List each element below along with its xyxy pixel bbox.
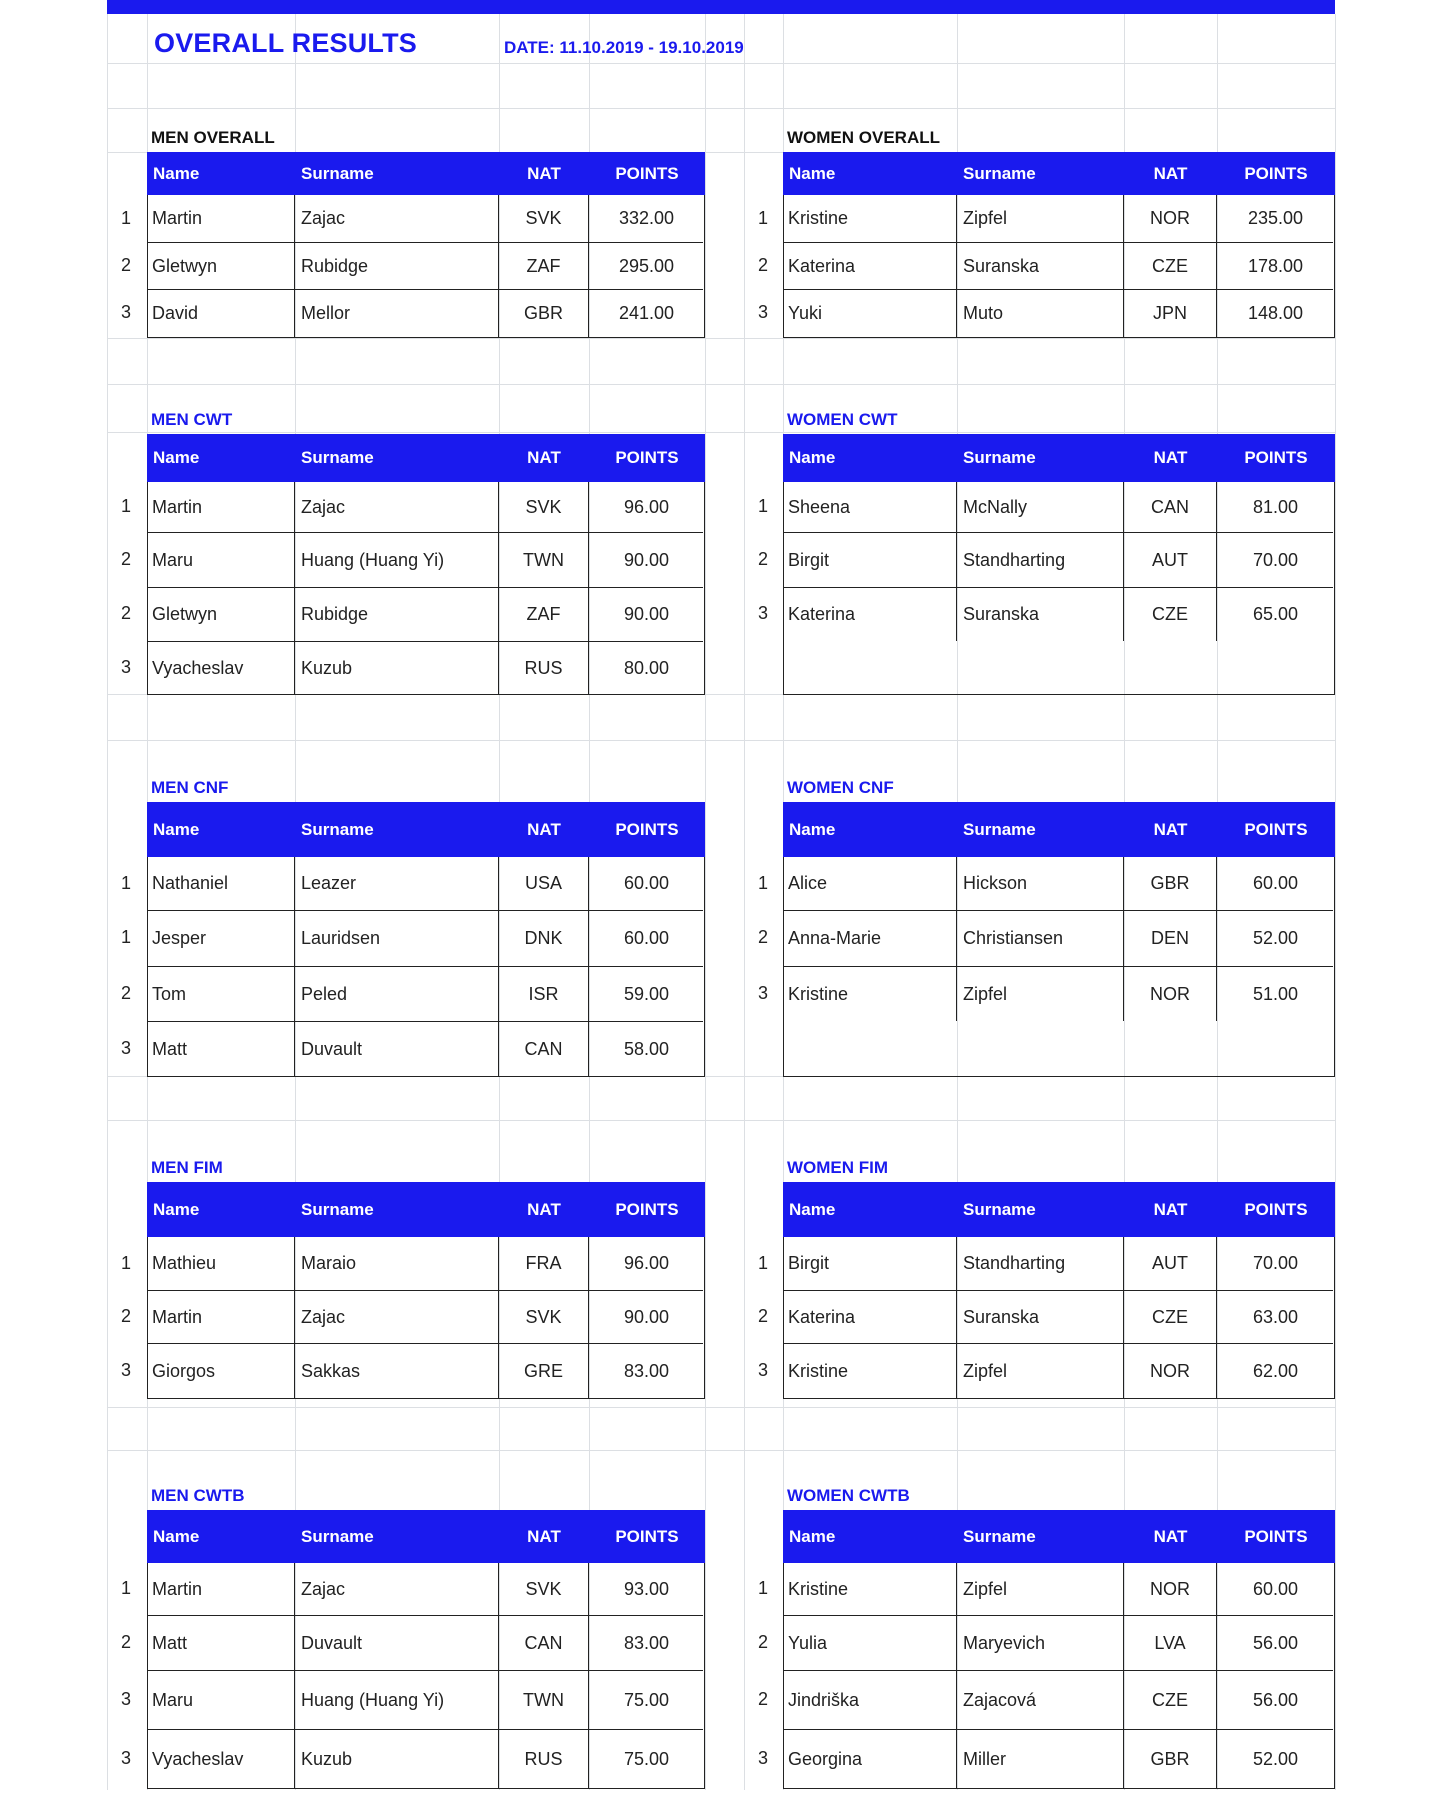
column-header-surname: Surname: [301, 1199, 374, 1219]
athlete-surname: Leazer: [294, 857, 498, 910]
athlete-surname: Zajac: [294, 1291, 498, 1343]
athlete-nat: GBR: [1123, 1730, 1216, 1788]
athlete-name: Kristine: [788, 983, 849, 1004]
athlete-points: 235.00: [1216, 195, 1334, 242]
athlete-surname: Maraio: [294, 1237, 498, 1290]
athlete-points: 56.00: [1216, 1671, 1334, 1729]
table-body: [783, 857, 1335, 1077]
column-header-nat: NAT: [527, 163, 561, 183]
rank-number: 3: [120, 302, 131, 322]
athlete-points: 62.00: [1216, 1344, 1334, 1398]
section-title: WOMEN OVERALL: [787, 128, 940, 147]
column-header-nat: NAT: [1153, 819, 1188, 839]
section-title: MEN CWTB: [151, 1486, 245, 1505]
column-header-nat: NAT: [527, 448, 561, 467]
athlete-nat: RUS: [498, 1730, 588, 1788]
table-row: [148, 289, 703, 337]
table-row: [784, 587, 1333, 641]
table-row: [784, 1237, 1333, 1290]
table-row: [148, 857, 703, 910]
athlete-surname: Duvault: [294, 1022, 498, 1076]
athlete-nat: CZE: [1123, 243, 1216, 289]
athlete-surname: Maryevich: [956, 1616, 1123, 1670]
column-header-surname: Surname: [963, 448, 1036, 467]
athlete-points: 56.00: [1216, 1616, 1334, 1670]
rank-number: 2: [757, 1688, 768, 1709]
athlete-name: Yulia: [788, 1632, 828, 1653]
athlete-surname: Mellor: [294, 290, 498, 337]
rank-number: 2: [757, 1305, 768, 1326]
athlete-surname: Suranska: [956, 588, 1123, 641]
results-sheet: [107, 0, 1335, 1790]
athlete-surname: Kuzub: [294, 642, 498, 694]
athlete-nat: TWN: [498, 533, 588, 587]
table-header: [783, 802, 1335, 857]
athlete-name: Katerina: [788, 255, 856, 276]
column-header-points: POINTS: [615, 448, 679, 467]
athlete-nat: ZAF: [498, 588, 588, 641]
table-row: [148, 910, 703, 966]
athlete-name: Mathieu: [152, 1253, 217, 1273]
table-row: [784, 1563, 1333, 1615]
athlete-points: 83.00: [588, 1616, 704, 1670]
athlete-surname: Zipfel: [956, 967, 1123, 1021]
athlete-nat: AUT: [1123, 1237, 1216, 1290]
athlete-points: 60.00: [1216, 1563, 1334, 1615]
athlete-name: Sheena: [788, 496, 851, 517]
athlete-points: 90.00: [588, 533, 704, 587]
athlete-points: 60.00: [1216, 857, 1334, 910]
table-body: [783, 482, 1335, 695]
athlete-name: Vyacheslav: [152, 657, 244, 678]
section-title: WOMEN CWT: [787, 410, 898, 429]
column-header-name: Name: [789, 448, 836, 467]
column-header-name: Name: [789, 163, 836, 183]
athlete-nat: NOR: [1123, 967, 1216, 1021]
section-title: MEN OVERALL: [151, 128, 275, 147]
athlete-points: 70.00: [1216, 533, 1334, 587]
table-row: [784, 532, 1333, 587]
rank-number: 3: [757, 982, 768, 1003]
athlete-name: Martin: [152, 208, 203, 228]
athlete-points: 83.00: [588, 1344, 704, 1398]
rank-number: 2: [120, 548, 131, 569]
table-row: [148, 1021, 703, 1076]
athlete-nat: GBR: [1123, 857, 1216, 910]
athlete-surname: Standharting: [956, 1237, 1123, 1290]
rank-number: 3: [120, 656, 131, 677]
athlete-name: David: [152, 303, 199, 323]
athlete-nat: CAN: [498, 1616, 588, 1670]
column-header-name: Name: [153, 448, 200, 467]
column-header-points: POINTS: [615, 1199, 679, 1219]
athlete-points: 241.00: [588, 290, 704, 337]
table-row: [148, 242, 703, 289]
athlete-surname: Suranska: [956, 243, 1123, 289]
athlete-name: Nathaniel: [152, 873, 229, 893]
column-header-name: Name: [789, 1526, 836, 1546]
athlete-surname: Zajac: [294, 482, 498, 532]
athlete-nat: SVK: [498, 482, 588, 532]
rank-number: 3: [120, 1747, 131, 1768]
athlete-nat: SVK: [498, 1563, 588, 1615]
athlete-nat: NOR: [1123, 195, 1216, 242]
athlete-name: Maru: [152, 1689, 194, 1710]
table-body: [147, 1237, 705, 1399]
athlete-name: Anna-Marie: [788, 928, 882, 948]
athlete-name: Birgit: [788, 1253, 830, 1273]
athlete-nat: TWN: [498, 1671, 588, 1729]
rank-number: 2: [757, 548, 768, 569]
athlete-name: Vyacheslav: [152, 1748, 244, 1769]
table-row: [148, 1670, 703, 1729]
athlete-surname: Rubidge: [294, 243, 498, 289]
rank-number: 2: [120, 1631, 131, 1652]
table-header: [147, 1182, 705, 1237]
table-body: [783, 195, 1335, 338]
athlete-surname: Zipfel: [956, 195, 1123, 242]
athlete-points: 178.00: [1216, 243, 1334, 289]
athlete-nat: GBR: [498, 290, 588, 337]
athlete-surname: Suranska: [956, 1291, 1123, 1343]
table-body: [783, 1237, 1335, 1399]
top-accent-bar: [107, 0, 1335, 14]
rank-number: 1: [120, 927, 131, 947]
rank-number: 3: [120, 1688, 131, 1709]
table-row: [148, 1563, 703, 1615]
rank-number: 3: [757, 1747, 768, 1768]
athlete-points: 63.00: [1216, 1291, 1334, 1343]
rank-number: 2: [120, 254, 131, 275]
section-title: MEN FIM: [151, 1158, 223, 1177]
athlete-points: 80.00: [588, 642, 704, 694]
table-body: [147, 482, 705, 695]
table-row: [148, 1729, 703, 1788]
rank-number: 1: [757, 1252, 768, 1273]
athlete-nat: LVA: [1123, 1616, 1216, 1670]
rank-number: 1: [757, 496, 768, 516]
athlete-points: 96.00: [588, 1237, 704, 1290]
athlete-nat: DNK: [498, 911, 588, 966]
athlete-surname: Duvault: [294, 1616, 498, 1670]
table-row: [148, 1290, 703, 1343]
column-header-nat: NAT: [1153, 1199, 1188, 1219]
athlete-name: Katerina: [788, 1306, 856, 1327]
rank-number: 2: [757, 254, 768, 275]
athlete-nat: FRA: [498, 1237, 588, 1290]
table-row: [148, 1343, 703, 1398]
column-header-surname: Surname: [301, 163, 374, 183]
column-header-name: Name: [789, 819, 836, 839]
athlete-surname: Christiansen: [956, 911, 1123, 966]
athlete-surname: McNally: [956, 482, 1123, 532]
table-row: [784, 1290, 1333, 1343]
athlete-points: 75.00: [588, 1730, 704, 1788]
athlete-nat: USA: [498, 857, 588, 910]
section-title: MEN CNF: [151, 778, 229, 797]
athlete-surname: Hickson: [956, 857, 1123, 910]
athlete-surname: Sakkas: [294, 1344, 498, 1398]
column-header-points: POINTS: [615, 819, 679, 839]
column-header-points: POINTS: [615, 163, 679, 183]
athlete-nat: CZE: [1123, 588, 1216, 641]
table-header: [783, 152, 1335, 195]
column-header-name: Name: [153, 163, 200, 183]
column-header-nat: NAT: [527, 819, 561, 839]
column-header-points: POINTS: [615, 1526, 679, 1546]
athlete-name: Matt: [152, 1038, 188, 1059]
athlete-surname: Zipfel: [956, 1563, 1123, 1615]
athlete-surname: Standharting: [956, 533, 1123, 587]
athlete-name: Giorgos: [152, 1360, 216, 1381]
athlete-name: Maru: [152, 549, 194, 570]
table-row: [148, 641, 703, 694]
athlete-points: 59.00: [588, 967, 704, 1021]
table-body: [147, 857, 705, 1077]
table-header: [147, 152, 705, 195]
athlete-name: Kristine: [788, 1578, 849, 1599]
table-body: [783, 1563, 1335, 1789]
athlete-nat: ISR: [498, 967, 588, 1021]
column-header-name: Name: [789, 1199, 836, 1219]
table-header: [147, 802, 705, 857]
table-row: [784, 289, 1333, 337]
rank-number: 1: [120, 872, 131, 893]
table-header: [783, 1510, 1335, 1563]
athlete-name: Martin: [152, 1578, 203, 1599]
athlete-points: 90.00: [588, 1291, 704, 1343]
table-row: [784, 966, 1333, 1021]
rank-number: 3: [757, 1359, 768, 1380]
athlete-name: Kristine: [788, 1360, 849, 1381]
rank-number: 2: [120, 1305, 131, 1326]
rank-number: 2: [120, 982, 131, 1003]
athlete-surname: Zajac: [294, 195, 498, 242]
athlete-points: 90.00: [588, 588, 704, 641]
athlete-surname: Huang (Huang Yi): [294, 1671, 498, 1729]
rank-number: 3: [120, 1037, 131, 1058]
athlete-points: 332.00: [588, 195, 704, 242]
column-header-points: POINTS: [1244, 163, 1308, 183]
section-title: WOMEN FIM: [787, 1158, 889, 1177]
athlete-nat: SVK: [498, 195, 588, 242]
column-header-nat: NAT: [1153, 163, 1188, 183]
athlete-points: 51.00: [1216, 967, 1334, 1021]
athlete-surname: Rubidge: [294, 588, 498, 641]
athlete-name: Georgina: [788, 1748, 863, 1769]
athlete-points: 93.00: [588, 1563, 704, 1615]
athlete-surname: Zajac: [294, 1563, 498, 1615]
athlete-name: Gletwyn: [152, 604, 218, 624]
page-title: OVERALL RESULTS: [154, 28, 418, 58]
rank-number: 1: [120, 207, 131, 228]
column-header-surname: Surname: [963, 1526, 1036, 1546]
column-header-points: POINTS: [1244, 819, 1308, 839]
table-header: [147, 434, 705, 482]
table-row: [784, 195, 1333, 242]
athlete-nat: CAN: [498, 1022, 588, 1076]
athlete-name: Birgit: [788, 549, 830, 570]
column-header-surname: Surname: [301, 1526, 374, 1546]
column-header-surname: Surname: [963, 1199, 1036, 1219]
table-row: [148, 1237, 703, 1290]
athlete-points: 52.00: [1216, 1730, 1334, 1788]
rank-number: 1: [120, 496, 131, 516]
athlete-name: Katerina: [788, 604, 856, 624]
athlete-name: Gletwyn: [152, 255, 218, 276]
column-header-surname: Surname: [963, 163, 1036, 183]
athlete-points: 75.00: [588, 1671, 704, 1729]
rank-number: 3: [757, 603, 768, 623]
table-header: [783, 434, 1335, 482]
athlete-points: 295.00: [588, 243, 704, 289]
column-header-nat: NAT: [1153, 448, 1188, 467]
table-row: [148, 482, 703, 532]
rank-number: 2: [120, 603, 131, 623]
athlete-points: 96.00: [588, 482, 704, 532]
section-title: MEN CWT: [151, 410, 233, 429]
athlete-nat: RUS: [498, 642, 588, 694]
section-title: WOMEN CWTB: [787, 1486, 910, 1505]
rank-number: 1: [757, 1578, 768, 1598]
athlete-name: Matt: [152, 1632, 188, 1653]
table-header: [147, 1510, 705, 1563]
table-row: [784, 242, 1333, 289]
section-title: WOMEN CNF: [787, 778, 894, 797]
athlete-nat: SVK: [498, 1291, 588, 1343]
column-header-nat: NAT: [527, 1526, 561, 1546]
table-row: [784, 482, 1333, 532]
athlete-points: 148.00: [1216, 290, 1334, 337]
table-body: [147, 1563, 705, 1789]
athlete-nat: GRE: [498, 1344, 588, 1398]
rank-number: 3: [757, 302, 768, 322]
table-row: [784, 1615, 1333, 1670]
column-header-points: POINTS: [1244, 448, 1308, 467]
athlete-surname: Muto: [956, 290, 1123, 337]
athlete-name: Jesper: [152, 928, 207, 948]
athlete-points: 58.00: [588, 1022, 704, 1076]
athlete-name: Tom: [152, 983, 187, 1004]
column-header-name: Name: [153, 819, 200, 839]
rank-number: 1: [757, 872, 768, 893]
column-header-surname: Surname: [301, 448, 374, 467]
athlete-surname: Huang (Huang Yi): [294, 533, 498, 587]
athlete-surname: Zipfel: [956, 1344, 1123, 1398]
athlete-points: 60.00: [588, 911, 704, 966]
athlete-name: Alice: [788, 873, 828, 893]
column-header-points: POINTS: [1244, 1199, 1308, 1219]
athlete-nat: CZE: [1123, 1671, 1216, 1729]
column-header-nat: NAT: [527, 1199, 561, 1219]
table-row: [784, 1729, 1333, 1788]
rank-number: 3: [120, 1359, 131, 1380]
athlete-nat: CZE: [1123, 1291, 1216, 1343]
athlete-name: Jindriška: [788, 1689, 860, 1710]
athlete-nat: DEN: [1123, 911, 1216, 966]
athlete-nat: NOR: [1123, 1563, 1216, 1615]
table-body: [147, 195, 705, 338]
rank-number: 1: [120, 1578, 131, 1598]
athlete-points: 81.00: [1216, 482, 1334, 532]
table-row: [784, 857, 1333, 910]
table-row: [784, 1343, 1333, 1398]
column-header-name: Name: [153, 1526, 200, 1546]
table-row: [148, 532, 703, 587]
table-header: [783, 1182, 1335, 1237]
athlete-nat: AUT: [1123, 533, 1216, 587]
rank-number: 2: [757, 927, 768, 947]
athlete-points: 70.00: [1216, 1237, 1334, 1290]
table-row: [784, 910, 1333, 966]
column-header-name: Name: [153, 1199, 200, 1219]
athlete-surname: Zajacová: [956, 1671, 1123, 1729]
athlete-name: Martin: [152, 1306, 203, 1327]
athlete-name: Martin: [152, 496, 203, 517]
athlete-name: Yuki: [788, 303, 823, 323]
athlete-nat: JPN: [1123, 290, 1216, 337]
column-header-points: POINTS: [1244, 1526, 1308, 1546]
athlete-surname: Peled: [294, 967, 498, 1021]
athlete-nat: CAN: [1123, 482, 1216, 532]
rank-number: 1: [757, 207, 768, 228]
column-header-surname: Surname: [963, 819, 1036, 839]
column-header-nat: NAT: [1153, 1526, 1188, 1546]
athlete-points: 65.00: [1216, 588, 1334, 641]
table-row: [148, 1615, 703, 1670]
athlete-nat: NOR: [1123, 1344, 1216, 1398]
table-row: [784, 1670, 1333, 1729]
athlete-nat: ZAF: [498, 243, 588, 289]
athlete-points: 52.00: [1216, 911, 1334, 966]
rank-number: 1: [120, 1252, 131, 1273]
table-row: [148, 195, 703, 242]
athlete-surname: Lauridsen: [294, 911, 498, 966]
rank-number: 2: [757, 1631, 768, 1652]
table-row: [148, 966, 703, 1021]
athlete-points: 60.00: [588, 857, 704, 910]
athlete-surname: Miller: [956, 1730, 1123, 1788]
event-date: DATE: 11.10.2019 - 19.10.2019: [504, 38, 744, 57]
athlete-name: Kristine: [788, 208, 849, 228]
athlete-surname: Kuzub: [294, 1730, 498, 1788]
table-row: [148, 587, 703, 641]
column-header-surname: Surname: [301, 819, 374, 839]
